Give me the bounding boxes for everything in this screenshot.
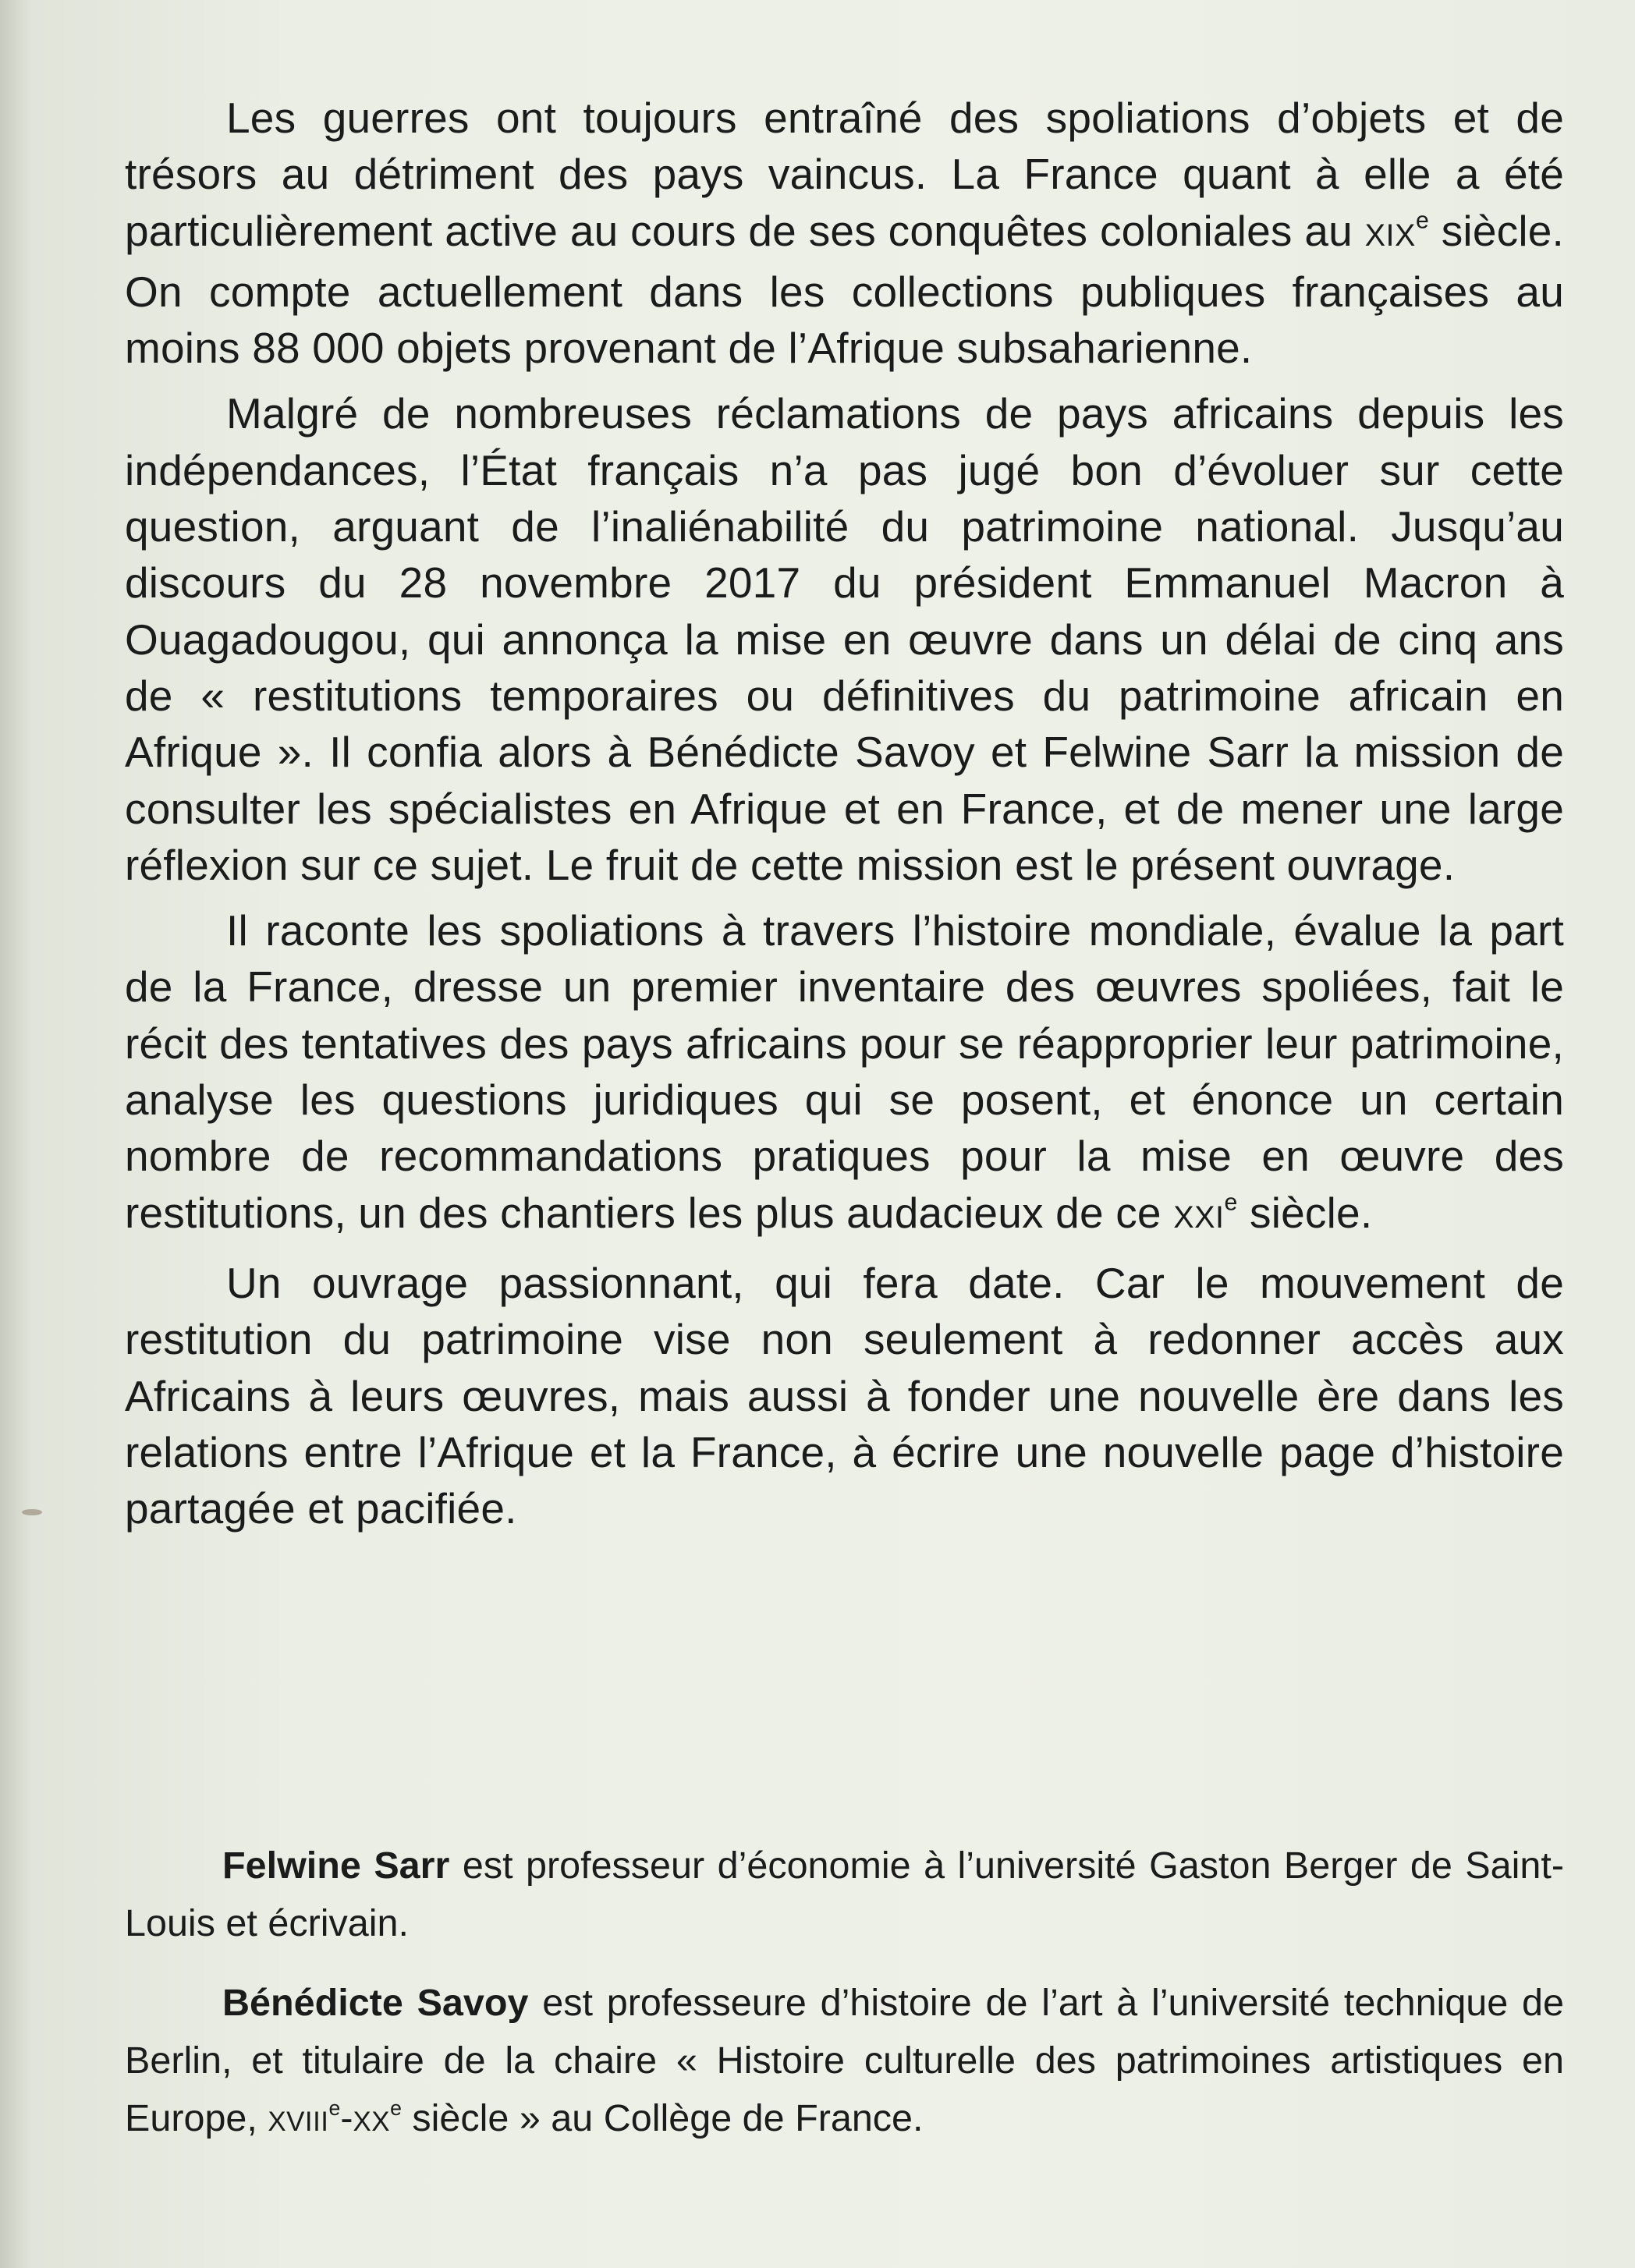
summary-paragraph-4: Un ouvrage passionnant, qui fera date. Car le mouvement de restitution du patrimoine vise non seulement à redonner accès aux Africains à leurs œuvres, mais aussi à fonder une nouvelle ère dans les relations entre l’Afrique et la France, à écrire une nouvelle page d’histoire partagée et pacifiée.	[125, 1258, 1564, 1533]
century-numeral: XVIII	[268, 2107, 329, 2137]
author-bio-sarr: Felwine Sarr est professeur d’économie à l’université Gaston Berger de Saint-Louis et écrivain.	[125, 1845, 1565, 1944]
paper-speck	[22, 1509, 42, 1515]
century-superscript: e	[1224, 1189, 1238, 1215]
century-superscript: e	[328, 2096, 341, 2120]
summary-paragraph-1: Les guerres ont toujours entraîné des spoliations d’objets et de trésors au détriment des pays vaincus. La France quant à elle a été particulièrement active au cours de ses conquêtes coloniales au XIXe siècle. On compte actuellement dans les collections publiques françaises au moins 88 000 objets provenant de l’Afrique subsaharienne.	[125, 94, 1565, 373]
summary-text	[125, 90, 1564, 1546]
author-bio-savoy: Bénédicte Savoy est professeure d’histoire de l’art à l’université technique de Berlin, et titulaire de la chaire « Histoire culturelle des patrimoines artistiques en Europe, XVIIIe-XXe siècle » au Collège de France.	[125, 1982, 1564, 2139]
century-numeral: XX	[353, 2107, 391, 2137]
author-bios	[125, 1837, 1564, 2173]
century-numeral: XIX	[1364, 218, 1416, 253]
author-name: Felwine Sarr	[222, 1845, 450, 1887]
century-numeral: XXI	[1173, 1200, 1225, 1235]
page-edge-shadow	[0, 0, 31, 2268]
summary-paragraph-3: Il raconte les spoliations à travers l’histoire mondiale, évalue la part de la France, dresse un premier inventaire des œuvres spoliées, fait le récit des tentatives des pays africains pour se réapproprier leur patrimoine, analyse les questions juridiques qui se posent, et énonce un certain nombre de recommandations pratiques pour la mise en œuvre des restitutions, un des chantiers les plus audacieux de ce XXIe siècle.	[125, 906, 1564, 1237]
author-name: Bénédicte Savoy	[222, 1982, 529, 2024]
century-superscript: e	[390, 2096, 402, 2120]
summary-paragraph-2: Malgré de nombreuses réclamations de pays africains depuis les indépendances, l’État français n’a pas jugé bon d’évoluer sur cette question, arguant de l’inaliénabilité du patrimoine national. Jusqu’au discours du 28 novembre 2017 du président Emmanuel Macron à Ouagadougou, qui annonça la mise en œuvre dans un délai de cinq ans de « restitutions temporaires ou définitives du patrimoine africain en Afrique ». Il confia alors à Bénédicte Savoy et Felwine Sarr la mission de consulter les spécialistes en Afrique et en France, et de mener une large réflexion sur ce sujet. Le fruit de cette mission est le présent ouvrage.	[125, 389, 1564, 889]
century-superscript: e	[1415, 207, 1429, 233]
